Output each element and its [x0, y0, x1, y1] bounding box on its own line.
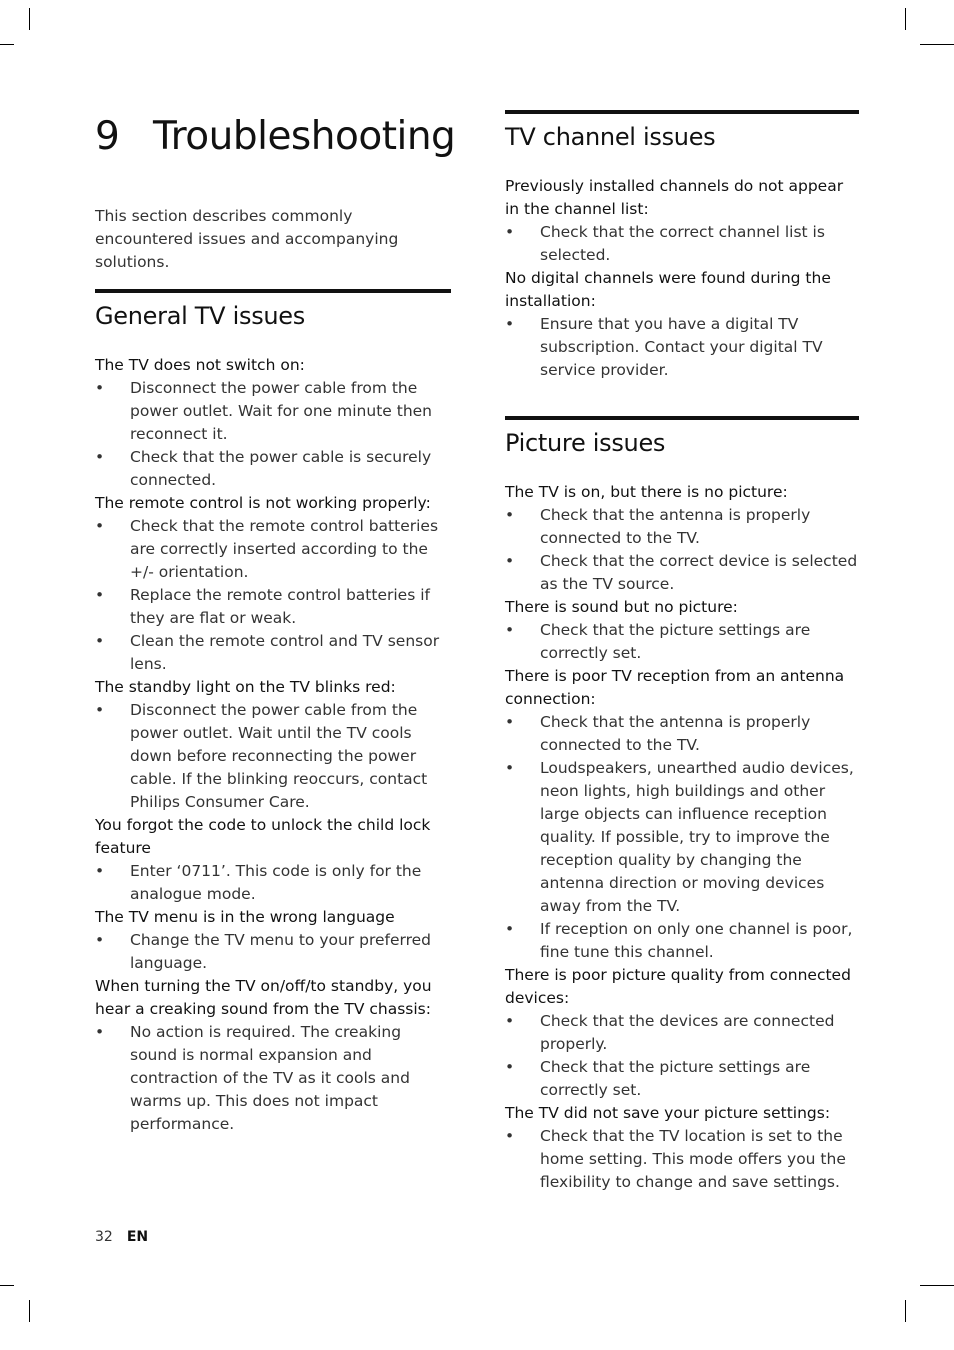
solution-item: • Ensure that you have a digital TV subscription. Contact your digital TV service provider. [505, 313, 859, 382]
solution-list [505, 221, 859, 267]
crop-mark [905, 8, 906, 30]
issue-question: There is sound but no picture: [505, 598, 738, 616]
intro-text: This section describes commonly encountered issues and accompanying solutions. [95, 207, 399, 271]
solution-item: • Disconnect the power cable from the power outlet. Wait until the TV cools down before reconnecting the power cable. If the blinking reoccurs, contact Philips Consumer Care. [95, 699, 451, 814]
issue-question: There is poor TV reception from an antenna connection: [505, 667, 845, 708]
solution-item: • Clean the remote control and TV sensor lens. [95, 630, 451, 676]
issue-question: Previously installed channels do not appear in the channel list: [505, 177, 844, 218]
solution-item: • Enter ‘0711’. This code is only for the analogue mode. [95, 860, 451, 906]
issue-question: The TV did not save your picture settings: [505, 1104, 831, 1122]
crop-mark [0, 44, 14, 45]
solution-item: • No action is required. The creaking sound is normal expansion and contraction of the TV as it cools and warms up. This does not impact performance. [95, 1021, 451, 1136]
issue-question: The TV is on, but there is no picture: [505, 483, 788, 501]
language-code: EN [126, 1229, 149, 1245]
issue-question: The remote control is not working properly: [95, 494, 431, 512]
issue-question: The TV menu is in the wrong language [95, 908, 395, 926]
solution-item: • Replace the remote control batteries if they are flat or weak. [95, 584, 451, 630]
solution-item: • Change the TV menu to your preferred language. [95, 929, 451, 975]
solution-list [505, 313, 859, 382]
section-heading: Picture issues [505, 429, 666, 457]
solution-list [505, 1010, 859, 1102]
solution-list [505, 711, 859, 964]
crop-mark [920, 1285, 954, 1286]
issue-question: No digital channels were found during the installation: [505, 269, 831, 310]
issue-question: The TV does not switch on: [95, 356, 305, 374]
solution-item: • Check that the power cable is securely connected. [95, 446, 451, 492]
solution-list [95, 377, 451, 492]
crop-mark [29, 8, 30, 30]
issue-question: When turning the TV on/off/to standby, you hear a creaking sound from the TV chassis: [95, 977, 432, 1018]
chapter-title [95, 114, 455, 159]
solution-item: • If reception on only one channel is poor, fine tune this channel. [505, 918, 859, 964]
solution-list [95, 860, 451, 906]
crop-mark [920, 44, 954, 45]
issue-list [505, 481, 859, 1194]
solution-list [505, 619, 859, 665]
solution-item: • Check that the picture settings are correctly set. [505, 619, 859, 665]
section-heading: General TV issues [95, 302, 305, 330]
solution-item: • Check that the antenna is properly connected to the TV. [505, 504, 859, 550]
issue-question: The standby light on the TV blinks red: [95, 678, 396, 696]
crop-mark [29, 1300, 30, 1322]
solution-item: • Check that the remote control batteries are correctly inserted according to the +/- orientation. [95, 515, 451, 584]
issue-question: There is poor picture quality from connected devices: [505, 966, 851, 1007]
chapter-number: 9 [95, 114, 120, 159]
solution-item: • Loudspeakers, unearthed audio devices, neon lights, high buildings and other large objects can influence reception quality. If possible, try to improve the reception quality by changing the antenna direction or moving devices away from the TV. [505, 757, 859, 918]
crop-mark [0, 1285, 14, 1286]
solution-list [505, 504, 859, 596]
section-tv-channel [505, 110, 859, 382]
solution-item: • Disconnect the power cable from the power outlet. Wait for one minute then reconnect it. [95, 377, 451, 446]
solution-item: • Check that the picture settings are correctly set. [505, 1056, 859, 1102]
page-footer [95, 1229, 148, 1245]
solution-item: • Check that the antenna is properly connected to the TV. [505, 711, 859, 757]
issue-list [505, 175, 859, 382]
section-heading: TV channel issues [505, 123, 716, 151]
solution-list [505, 1125, 859, 1194]
issue-question: You forgot the code to unlock the child lock feature [95, 816, 431, 857]
crop-mark [905, 1300, 906, 1322]
solution-list [95, 699, 451, 814]
issue-list [95, 354, 451, 1136]
chapter-title-text: Troubleshooting [153, 114, 456, 159]
solution-list [95, 929, 451, 975]
solution-item: • Check that the devices are connected properly. [505, 1010, 859, 1056]
section-general-tv [95, 289, 451, 1136]
solution-list [95, 1021, 451, 1136]
solution-item: • Check that the correct device is selected as the TV source. [505, 550, 859, 596]
solution-list [95, 515, 451, 676]
section-picture [505, 416, 859, 1194]
solution-item: • Check that the TV location is set to the home setting. This mode offers you the flexibility to change and save settings. [505, 1125, 859, 1194]
page-number: 32 [95, 1229, 113, 1245]
solution-item: • Check that the correct channel list is selected. [505, 221, 859, 267]
